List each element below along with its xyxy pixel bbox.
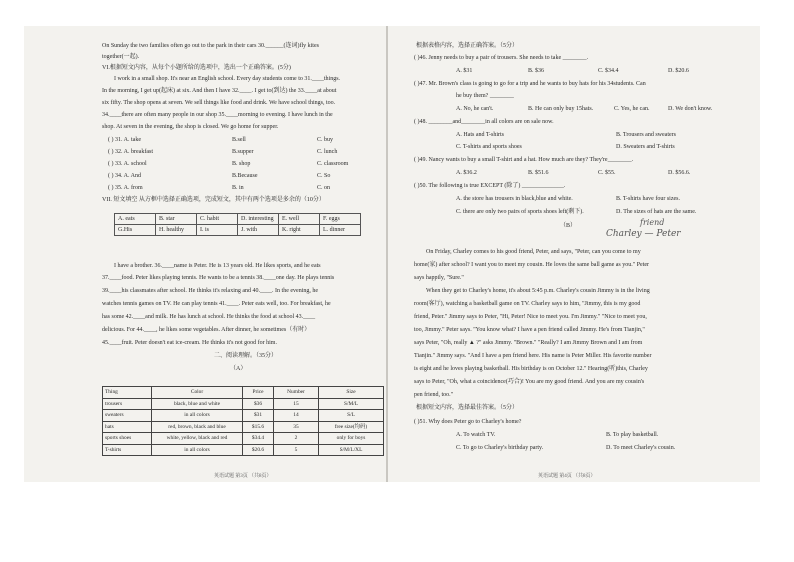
section-heading: 二、阅读理解。（35分）	[214, 353, 278, 359]
table-cell: $31	[243, 410, 274, 422]
word-option: I. is	[197, 225, 238, 236]
option-d: D. To meet Charley's cousin.	[606, 445, 676, 451]
page-footer: 英语试题 第3页 （共8页）	[214, 474, 272, 479]
exam-scan	[24, 26, 760, 482]
part-label: （A）	[230, 366, 247, 372]
option-c: C. T-shirts and sports shoes	[456, 144, 522, 150]
question-46: ( )46. Jenny needs to buy a pair of trousers. She needs to take ________.	[414, 55, 589, 61]
table-row	[103, 433, 384, 445]
option-d: D. The sizes of hats are the same.	[616, 209, 697, 215]
table-header-row	[103, 387, 384, 399]
table-cell: 35	[274, 421, 319, 433]
question-number: ( ) 34. A. And	[108, 173, 141, 179]
table-cell: free size(均码)	[319, 421, 384, 433]
table-cell: $15.6	[243, 421, 274, 433]
word-bank	[114, 213, 361, 236]
text-line: says happily, "Sure."	[414, 275, 464, 281]
option-c: C. To go to Charley's birthday party.	[456, 445, 544, 451]
handwritten-note: Charley — Peter	[606, 229, 681, 239]
text-line: too, Jimmy." Peter says. "You know what? I have a pen friend called Jimmy. He's from Tianjin,"	[414, 327, 645, 333]
section-heading: 根据短文内容，选择最佳答案。（5分）	[416, 405, 519, 411]
column-header: Size	[319, 387, 384, 399]
table-cell: in all colors	[152, 410, 243, 422]
column-header: Color	[152, 387, 243, 399]
table-cell: 14	[274, 410, 319, 422]
table-cell: 15	[274, 398, 319, 410]
option-b: B.sell	[232, 137, 246, 143]
section-heading: 根据表格内容，选择正确答案。（5分）	[416, 43, 519, 49]
table-cell: red, brown, black and blue	[152, 421, 243, 433]
option-b: B. $51.6	[528, 170, 549, 176]
word-option: A. eats	[115, 214, 156, 225]
text-line: watches tennis games on TV. He can play tennis 41.____. Peter eats well, too. For breakfast, he	[102, 301, 331, 307]
question-51: ( )51. Why does Peter go to Charley's home?	[414, 419, 522, 425]
table-cell: only for boys	[319, 433, 384, 445]
text-line: says Peter, "Oh, really ▲ ?" asks Jimmy. "Brown." "Really? I am Jimmy Brown and I am from	[414, 340, 643, 346]
question-50: ( )50. The following is true EXCEPT (除了) ______________.	[414, 183, 566, 189]
word-option: G.His	[115, 225, 156, 236]
part-label: （B）	[560, 223, 577, 229]
option-c: C. on	[317, 185, 331, 191]
option-b: B. shop	[232, 161, 251, 167]
text-line: is eight and he loves playing basketball. His birthday is on October 12." Hearing(听)this, Charley	[414, 366, 648, 372]
text-line: On Sunday the two families often go out to the park in their cars 30.______(连词)fly kites	[102, 43, 319, 49]
option-b: B. To play basketball.	[606, 432, 659, 438]
text-line: 37.____food. Peter likes playing tennis. He wants to be a tennis 38.____one day. He plays tennis	[102, 275, 335, 281]
question-number: ( ) 33. A. school	[108, 161, 147, 167]
text-line: shop. At seven in the evening, the shop is closed. We go home for supper.	[102, 124, 279, 130]
text-line: says to Peter, "Oh, what a coincidence(巧合)! You are my good friend. And you are my cousin's	[414, 379, 645, 385]
text-line: On Friday, Charley comes to his good friend, Peter, and says, "Peter, can you come to my	[426, 249, 641, 255]
product-table	[102, 386, 384, 456]
table-cell: trousers	[103, 398, 152, 410]
text-line: home(家) after school? I want you to meet my cousin. He loves the same ball game as you." Peter	[414, 262, 650, 268]
table-cell: black, blue and white	[152, 398, 243, 410]
text-line: 45.____fruit. Peter doesn't eat ice-cream. He thinks it's not good for him.	[102, 340, 277, 346]
question-number: ( ) 31. A. take	[108, 137, 141, 143]
table-cell: $36	[243, 398, 274, 410]
table-row	[103, 410, 384, 422]
left-page	[24, 26, 386, 482]
question-48: ( )48. ________and________in all colors are on sale now.	[414, 119, 554, 125]
text-line: room(客厅), watching a basketball game on TV. Charley says to him, "Jimmy, this is my good	[414, 301, 641, 307]
table-cell: 5	[274, 444, 319, 456]
option-c: C. $34.4	[598, 68, 619, 74]
option-b: B. T-shirts have four sizes.	[616, 196, 680, 202]
text-line: I work in a small shop. It's near an English school. Every day students come to 31.____things.	[114, 76, 341, 82]
table-row	[103, 421, 384, 433]
option-a: A. Hats and T-shirts	[456, 132, 504, 138]
option-b: B. He can only buy 15hats.	[528, 106, 594, 112]
option-d: D. $56.6.	[668, 170, 691, 176]
option-c: C. buy	[317, 137, 334, 143]
option-c: C. Yes, he can.	[614, 106, 650, 112]
option-a: A. the store has trousers in black,blue and white.	[456, 196, 573, 202]
table-row	[103, 398, 384, 410]
option-a: A. $36.2	[456, 170, 477, 176]
option-c: C. $55.	[598, 170, 616, 176]
word-option: J. with	[238, 225, 279, 236]
text-line: together(一起).	[102, 54, 140, 60]
word-option: C. habit	[197, 214, 238, 225]
option-b: B.Because	[232, 173, 258, 179]
option-b: B. $36	[528, 68, 545, 74]
table-cell: white, yellow, black and red	[152, 433, 243, 445]
text-line: I have a brother. 36.____name is Peter. He is 13 years old. He likes sports, and he eats	[114, 263, 321, 269]
right-page	[388, 26, 760, 482]
text-line: In the morning, I get up(起床) at six. And then I have 32.____. I get to(到达) the 33.____at about	[102, 88, 337, 94]
option-a: A. To watch TV.	[456, 432, 496, 438]
option-a: A. $31	[456, 68, 473, 74]
word-option: E. well	[279, 214, 320, 225]
option-b: B. Trousers and sweaters	[616, 132, 676, 138]
column-header: Number	[274, 387, 319, 399]
table-cell: sweaters	[103, 410, 152, 422]
text-line: has some 42.____and milk. He has lunch at school. He thinks the food at school 43.____	[102, 314, 316, 320]
table-cell: in all colors	[152, 444, 243, 456]
text-line: six fifty. The shop opens at seven. We sell things like food and drink. We have school things, too.	[102, 100, 336, 106]
table-cell: hats	[103, 421, 152, 433]
table-cell: $20.6	[243, 444, 274, 456]
table-row	[103, 444, 384, 456]
column-header: Price	[243, 387, 274, 399]
option-d: D. $20.6	[668, 68, 689, 74]
section-heading: VI.根据短文内容，从每个小题所给的选项中，选出一个正确答案。(5分)	[102, 65, 291, 71]
table-cell: T-shirts	[103, 444, 152, 456]
option-b: B.supper	[232, 149, 254, 155]
table-cell: sports shoes	[103, 433, 152, 445]
text-line: friend, Peter." Jimmy says to Peter, "Hi, Peter! Nice to meet you. I'm Jimmy." "Nice to meet you,	[414, 314, 647, 320]
handwritten-note: friend	[640, 218, 665, 227]
text-line: When they get to Charley's home, it's about 5:45 p.m. Charley's cousin Jimmy is in the living	[426, 288, 650, 294]
option-c: C. classroom	[317, 161, 349, 167]
table-cell: S/L	[319, 410, 384, 422]
section-heading: VII. 短文填空 从方框中选择正确选项，完成短文，其中有两个选项是多余的（10分）	[102, 197, 325, 203]
word-option: H. healthy	[156, 225, 197, 236]
word-option: L. dinner	[320, 225, 361, 236]
question-number: ( ) 32. A. breakfast	[108, 149, 153, 155]
text-line: Tianjin." Jimmy says. "And I have a pen friend here. His name is Peter Miller. His favorite number	[414, 353, 652, 359]
table-cell: 2	[274, 433, 319, 445]
page-footer: 英语试题 第4页 （共8页）	[538, 474, 596, 479]
text-line: he buy them? ________	[456, 93, 514, 99]
word-option: B. star	[156, 214, 197, 225]
column-header: Thing	[103, 387, 152, 399]
question-number: ( ) 35. A. from	[108, 185, 143, 191]
text-line: 39.____his classmates after school. He thinks it's relaxing and 40.____. In the evening, he	[102, 288, 319, 294]
text-line: 34.____there are often many people in our shop 35.____morning to evening. I have lunch in the	[102, 112, 333, 118]
table-cell: $34.4	[243, 433, 274, 445]
option-c: C. lunch	[317, 149, 338, 155]
option-d: D. We don't know.	[668, 106, 713, 112]
word-option: F. eggs	[320, 214, 361, 225]
word-option: D. interesting	[238, 214, 279, 225]
table-cell: S/M/L	[319, 398, 384, 410]
option-c: C. there are only two pairs of sports shoes left(剩下).	[456, 209, 584, 215]
text-line: pen friend, too."	[414, 392, 454, 398]
word-option: K. right	[279, 225, 320, 236]
table-cell: S/M/L/XL	[319, 444, 384, 456]
option-d: D. Sweaters and T-shirts	[616, 144, 675, 150]
text-line: delicious. For 44.____, he likes some vegetables. After dinner, he sometimes（有时）	[102, 327, 311, 333]
option-c: C. So	[317, 173, 331, 179]
question-49: ( )49. Nancy wants to buy a small T-shirt and a hat. How much are they? They're________.	[414, 157, 634, 163]
option-a: A. No, he can't.	[456, 106, 494, 112]
question-47: ( )47. Mr. Brown's class is going to go for a trip and he wants to buy hats for his 34students. Can	[414, 81, 646, 87]
option-b: B. in	[232, 185, 244, 191]
